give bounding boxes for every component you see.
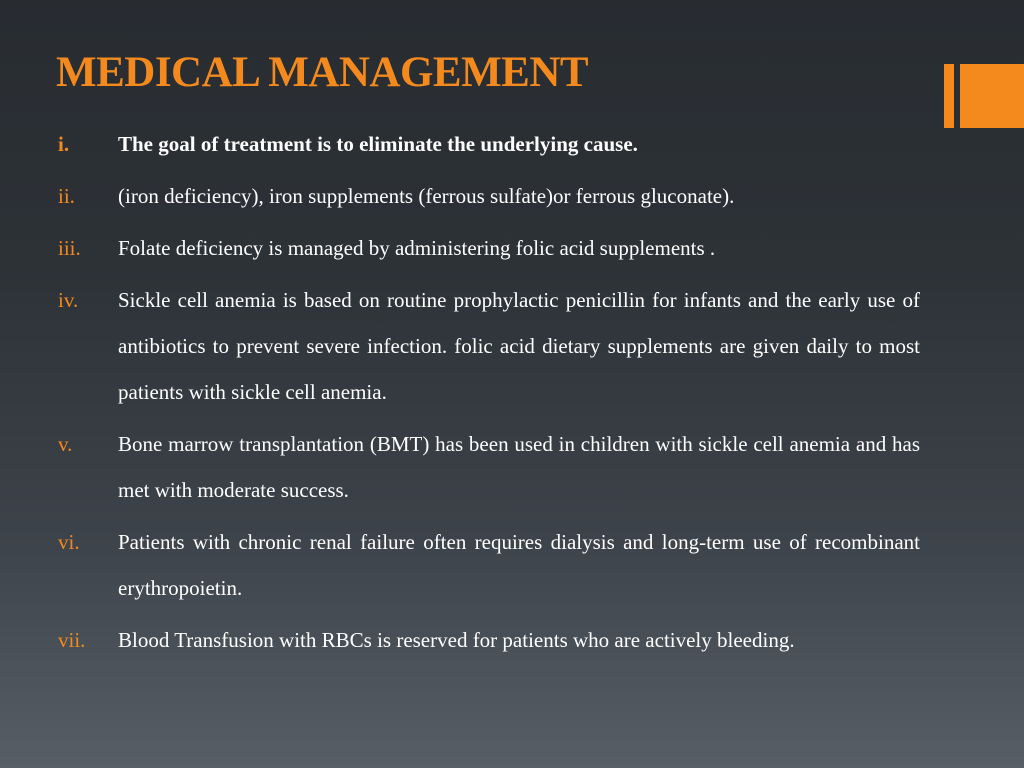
list-item-text: Sickle cell anemia is based on routine prophylactic penicillin for infants and the early use of antibiotics to prevent severe infection. folic acid dietary supplements are given daily to most patients with sickle cell anemia. <box>118 288 920 404</box>
list-marker: iii. <box>58 236 81 260</box>
accent-bar-thin <box>944 64 954 128</box>
list-item <box>58 225 920 271</box>
management-list <box>58 121 920 669</box>
list-item-text: Blood Transfusion with RBCs is reserved for patients who are actively bleeding. <box>118 628 795 652</box>
accent-bar-thick <box>960 64 1024 128</box>
list-item-text: (iron deficiency), iron supplements (ferrous sulfate)or ferrous gluconate). <box>118 184 735 208</box>
list-item <box>58 277 920 415</box>
slide-title: MEDICAL MANAGEMENT <box>56 49 589 96</box>
list-item-text: The goal of treatment is to eliminate the underlying cause. <box>118 132 638 156</box>
list-item-text: Patients with chronic renal failure often requires dialysis and long-term use of recombinant erythropoietin. <box>118 530 920 600</box>
accent-bar-decoration <box>944 64 1024 128</box>
list-item <box>58 421 920 513</box>
list-marker: iv. <box>58 288 79 312</box>
list-marker: ii. <box>58 184 75 208</box>
list-item-text: Bone marrow transplantation (BMT) has been used in children with sickle cell anemia and has met with moderate success. <box>118 432 920 502</box>
list-item <box>58 173 920 219</box>
list-item <box>58 519 920 611</box>
list-item <box>58 617 920 663</box>
list-item <box>58 121 920 167</box>
list-marker: vii. <box>58 628 86 652</box>
list-marker: i. <box>58 132 70 156</box>
list-item-text: Folate deficiency is managed by administering folic acid supplements . <box>118 236 716 260</box>
list-marker: vi. <box>58 530 80 554</box>
list-marker: v. <box>58 432 73 456</box>
